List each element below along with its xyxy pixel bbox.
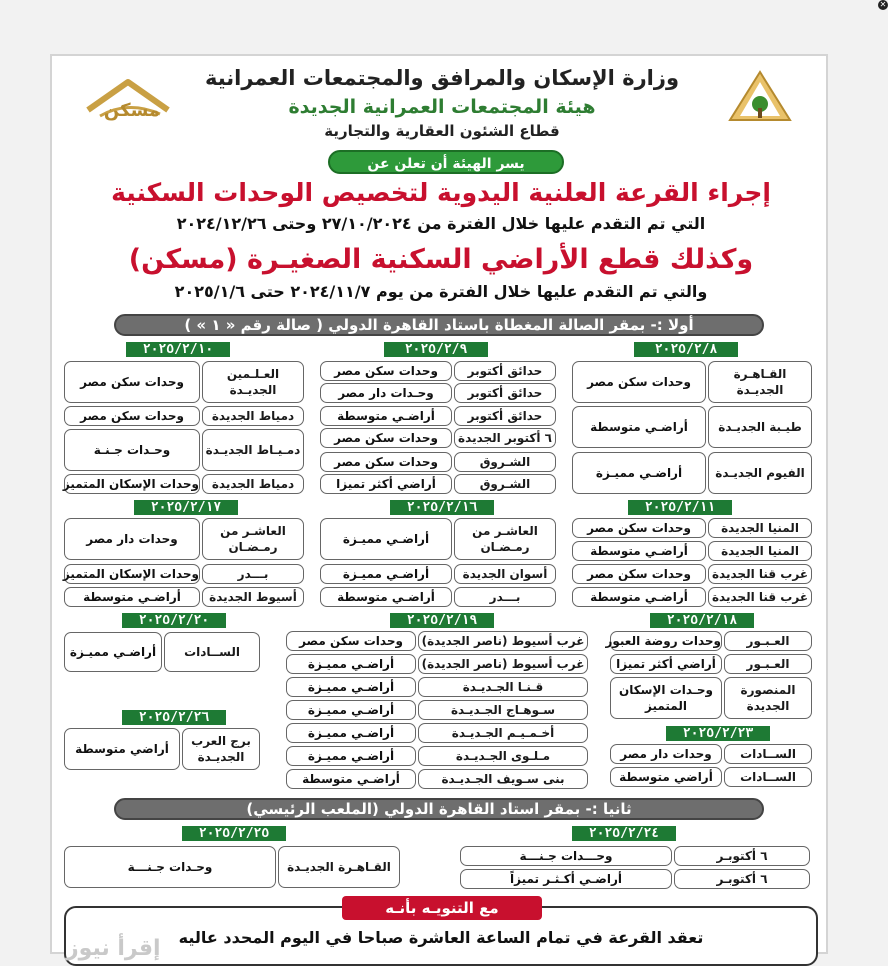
city-cell: أخـمـيـم الجـديـدة [418, 723, 588, 743]
period-2: والتي تم التقدم عليها خلال الفترة من يوم ٢٠٢٤/١١/٧ حتى ٢٠٢٥/١/٦ [174, 282, 708, 301]
note-text: تعقد القرعة في تمام الساعة العاشرة صباحا في اليوم المحدد عاليه [178, 928, 704, 947]
city-cell: الســادات [164, 632, 260, 672]
authority-title: هيئة المجتمعات العمرانية الجديدة [288, 96, 596, 118]
announcement-page [50, 54, 828, 961]
ministry-title: وزارة الإسكان والمرافق والمجتمعات العمرانية [204, 66, 680, 90]
type-cell: أراضـي متوسطة [286, 769, 416, 789]
type-cell: أراضـي مميـزة [286, 700, 416, 720]
type-cell: أراضي أكثر تميزا [610, 654, 722, 674]
date-header: ٢٠٢٥/٢/١٩ [390, 613, 494, 628]
maskan-logo-text: مسكن [103, 100, 161, 121]
section-1-band: أولا :- بمقر الصالة المغطاة باستاد القاهرة الدولي ( صالة رقم « ١ » ) [114, 314, 764, 336]
type-cell: وحدات دار مصر [610, 744, 722, 764]
type-cell: وحدات سكن مصر [572, 361, 706, 403]
type-cell: أراضي متوسطة [64, 728, 180, 770]
city-cell: الســادات [724, 767, 812, 787]
type-cell: أراضـي مميـزة [64, 632, 162, 672]
city-cell: حدائق أكتوبر [454, 406, 556, 426]
city-cell: الشـروق [454, 474, 556, 494]
date-header: ٢٠٢٥/٢/٢٥ [182, 826, 286, 841]
city-cell: بـــدر [454, 587, 556, 607]
type-cell: أراضـي مميـزة [286, 654, 416, 674]
city-cell: ٦ أكتوبـر [674, 869, 810, 889]
type-cell: وحـــدات جـنـــة [460, 846, 672, 866]
city-cell: دمياط الجديدة [202, 474, 304, 494]
city-cell: العـبـور [724, 631, 812, 651]
type-cell: أراضـي متوسطة [572, 541, 706, 561]
city-cell: حدائق أكتوبر [454, 383, 556, 403]
type-cell: وحدات الإسكان المتميز [64, 474, 200, 494]
type-cell: وحـدات جـنـة [64, 429, 200, 471]
date-header: ٢٠٢٥/٢/١٧ [134, 500, 238, 515]
type-cell: أراضـي مميـزة [572, 452, 706, 494]
type-cell: وحـدات جـنـــة [64, 846, 276, 888]
city-cell: حدائق أكتوبر [454, 361, 556, 381]
type-cell: وحدات سكن مصر [572, 518, 706, 538]
city-cell: العاشـر من رمـضـان [454, 518, 556, 560]
city-cell: أسيوط الجديدة [202, 587, 304, 607]
authority-logo-icon [724, 68, 796, 130]
close-icon[interactable]: ✕ [879, 0, 887, 9]
city-cell: العـبـور [724, 654, 812, 674]
type-cell: وحـدات الإسكان المتميز [610, 677, 722, 719]
type-cell: وحدات سكن مصر [320, 452, 452, 472]
city-cell: دمـيـاط الجديـدة [202, 429, 304, 471]
type-cell: وحدات الإسكان المتميز [64, 564, 200, 584]
type-cell: وحدات سكن مصر [572, 564, 706, 584]
date-header: ٢٠٢٥/٢/١٦ [390, 500, 494, 515]
period-1: التي تم التقدم عليها خلال الفترة من ٢٧/١٠/٢٠٢٤ وحتى ٢٠٢٤/١٢/٢٦ [176, 214, 706, 233]
sector-title: قطاع الشئون العقارية والتجارية [324, 122, 560, 140]
type-cell: أراضـي مميـزة [320, 518, 452, 560]
type-cell: أراضـي مميـزة [286, 746, 416, 766]
type-cell: وحدات روضة العبور [610, 631, 722, 651]
city-cell: القـاهـرة الجديـدة [278, 846, 400, 888]
type-cell: أراضي أكثر تميزا [320, 474, 452, 494]
type-cell: أراضـي مميـزة [320, 564, 452, 584]
city-cell: العاشـر من رمـضـان [202, 518, 304, 560]
city-cell: المنصورة الجديدة [724, 677, 812, 719]
note-label: مع التنويـه بأنـه [342, 896, 542, 920]
type-cell: وحدات سكن مصر [320, 428, 452, 448]
type-cell: أراضي متوسطة [610, 767, 722, 787]
city-cell: دمياط الجديدة [202, 406, 304, 426]
date-header: ٢٠٢٥/٢/٢٣ [666, 726, 770, 741]
main-title: إجراء القرعة العلنية اليدوية لتخصيص الوحدات السكنية [111, 178, 771, 207]
date-header: ٢٠٢٥/٢/١١ [628, 500, 732, 515]
type-cell: أراضـي متوسطة [64, 587, 200, 607]
city-cell: غرب قنا الجديدة [708, 564, 812, 584]
city-cell: المنيا الجديدة [708, 518, 812, 538]
city-cell: القـاهـرة الجديـدة [708, 361, 812, 403]
type-cell: أراضـي مميـزة [286, 677, 416, 697]
type-cell: وحدات دار مصر [64, 518, 200, 560]
type-cell: وحدات سكن مصر [64, 406, 200, 426]
type-cell: وحـدات دار مصر [320, 383, 452, 403]
city-cell: ٦ أكتوبر الجديدة [454, 428, 556, 448]
date-header: ٢٠٢٥/٢/٨ [634, 342, 738, 357]
city-cell: غرب أسيوط (ناصر الجديدة) [418, 654, 588, 674]
second-title: وكذلك قطع الأراضي السكنية الصغيـرة (مسكن) [128, 244, 754, 275]
city-cell: ٦ أكتوبـر [674, 846, 810, 866]
city-cell: طيـبة الجديـدة [708, 406, 812, 448]
city-cell: المنيا الجديدة [708, 541, 812, 561]
type-cell: وحدات سكن مصر [286, 631, 416, 651]
city-cell: الشـروق [454, 452, 556, 472]
city-cell: برج العرب الجديـدة [182, 728, 260, 770]
city-cell: قـنـا الجـديـدة [418, 677, 588, 697]
type-cell: أراضـي متوسطة [320, 587, 452, 607]
type-cell: وحدات سكن مصر [64, 361, 200, 403]
date-header: ٢٠٢٥/٢/٢٦ [122, 710, 226, 725]
city-cell: غرب أسيوط (ناصر الجديدة) [418, 631, 588, 651]
city-cell: بنى سـويف الجـديـدة [418, 769, 588, 789]
date-header: ٢٠٢٥/٢/٢٤ [572, 826, 676, 841]
date-header: ٢٠٢٥/٢/١٠ [126, 342, 230, 357]
city-cell: مـلـوى الجـديـدة [418, 746, 588, 766]
city-cell: الســادات [724, 744, 812, 764]
city-cell: الفيوم الجديـدة [708, 452, 812, 494]
city-cell: أسوان الجديدة [454, 564, 556, 584]
section-2-band: ثانيا :- بمقر استاد القاهرة الدولي (الملعب الرئيسي) [114, 798, 764, 820]
type-cell: أراضـي متوسطة [320, 406, 452, 426]
city-cell: بـــدر [202, 564, 304, 584]
type-cell: وحدات سكن مصر [320, 361, 452, 381]
date-header: ٢٠٢٥/٢/٢٠ [122, 613, 226, 628]
date-header: ٢٠٢٥/٢/١٨ [650, 613, 754, 628]
type-cell: أراضـي مميـزة [286, 723, 416, 743]
city-cell: غرب قنا الجديدة [708, 587, 812, 607]
announce-pill: يسر الهيئة أن تعلن عن [328, 150, 564, 174]
type-cell: أراضـي متوسطة [572, 587, 706, 607]
type-cell: أراضـي أكـثـر تميزاً [460, 869, 672, 889]
type-cell: أراضـي متوسطة [572, 406, 706, 448]
city-cell: العـلـمين الجديـدة [202, 361, 304, 403]
date-header: ٢٠٢٥/٢/٩ [384, 342, 488, 357]
city-cell: سـوهـاج الجـديـدة [418, 700, 588, 720]
watermark-logo: إقرأ نيوز [66, 936, 161, 961]
